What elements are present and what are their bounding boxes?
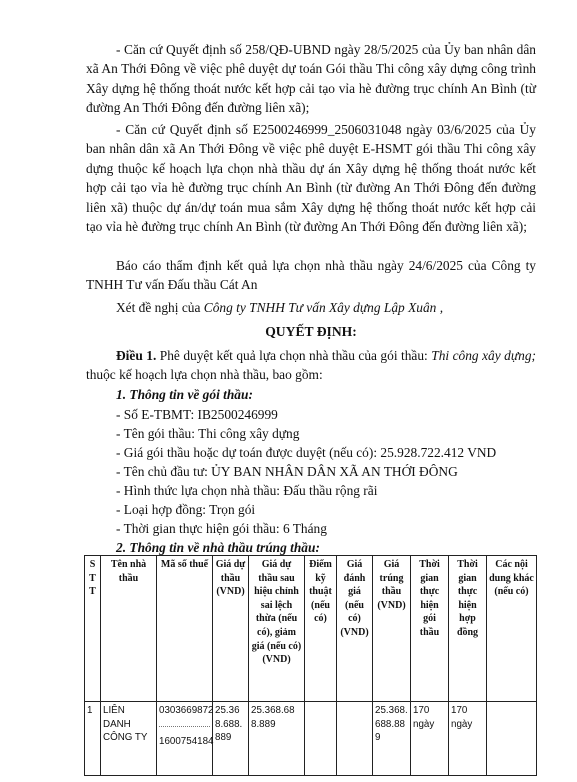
col-header-evaluated-price: Giá đánh giá (nếu có) (VND) xyxy=(337,556,373,702)
article-1-package: Thi công xây dựng; xyxy=(431,348,536,363)
col-header-package-time: Thời gian thực hiện gói thầu xyxy=(411,556,449,702)
decision-title: QUYẾT ĐỊNH: xyxy=(265,324,357,339)
col-header-adjusted-price: Giá dự thầu sau hiệu chỉnh sai lệch thừa (nếu có), giảm giá (nếu có) (VND) xyxy=(249,556,305,702)
proposal-company: Công ty TNHH Tư vấn Xây dựng Lập Xuân , xyxy=(203,300,444,315)
tax-code-1: 0303669872 xyxy=(159,705,214,716)
col-header-contract-time: Thời gian thực hiện hợp đồng xyxy=(449,556,487,702)
contract-type: - Loại hợp đồng: Trọn gói xyxy=(116,502,256,517)
tax-code-divider xyxy=(159,726,210,727)
article-1-text-b: thuộc kế hoạch lựa chọn nhà thầu, bao gồm: xyxy=(86,367,323,383)
cell-technical-score xyxy=(305,702,337,776)
table-header-row xyxy=(85,556,537,702)
package-price: - Giá gói thầu hoặc dự toán được duyệt (nếu có): 25.928.722.412 VND xyxy=(116,445,497,460)
cell-award-price: 25.368.688.889 xyxy=(373,702,411,776)
investor-name: - Tên chủ đầu tư: ỦY BAN NHÂN DÂN XÃ AN THỚI ĐÔNG xyxy=(116,464,458,479)
bid-notice-number: - Số E-TBMT: IB2500246999 xyxy=(116,407,278,422)
proposal-prefix: Xét đề nghị của xyxy=(116,300,204,315)
article-1 xyxy=(86,346,536,385)
appraisal-paragraph: Báo cáo thẩm định kết quả lựa chọn nhà thầu ngày 24/6/2025 của Công ty TNHH Tư vấn Đấu thầu Cát An xyxy=(86,258,536,293)
cell-contract-time: 170 ngày xyxy=(449,702,487,776)
cell-other xyxy=(487,702,537,776)
winning-bidder-table xyxy=(84,555,537,776)
package-name: - Tên gói thầu: Thi công xây dựng xyxy=(116,426,300,441)
cell-bidder-name: LIÊN DANH CÔNG TY xyxy=(101,702,157,776)
cell-bid-price: 25.368.688.889 xyxy=(213,702,249,776)
article-1-text-a: Phê duyệt kết quả lựa chọn nhà thầu của gói thầu: xyxy=(156,348,432,363)
cell-stt: 1 xyxy=(85,702,101,776)
basis-paragraph-2: - Căn cứ Quyết định số E2500246999_2506031048 ngày 03/6/2025 của Ủy ban nhân dân xã An Thới Đông về việc phê duyệt E-HSMT gói thầu Thi công xây dựng thuộc kế hoạch lựa chọn nhà thầu dự án Xây dựng hệ thống thoát nước kết hợp cải tạo vỉa hè đường trục chính An Bình (từ đường An Thới Đông đến đường liên xã) thuộc dự án/dự toán mua sắm Xây dựng hệ thống thoát nước kết hợp cải tạo vỉa hè đường trục chính An Bình (từ đường An Thới Đông đến đường liên xã); xyxy=(86,122,536,235)
table-row xyxy=(85,702,537,776)
cell-tax-codes xyxy=(157,702,213,776)
selection-method: - Hình thức lựa chọn nhà thầu: Đấu thầu rộng rãi xyxy=(116,483,378,498)
cell-evaluated-price xyxy=(337,702,373,776)
col-header-award-price: Giá trúng thầu (VND) xyxy=(373,556,411,702)
col-header-stt: S T T xyxy=(85,556,101,702)
article-1-label: Điều 1. xyxy=(116,348,157,363)
section-2-heading: 2. Thông tin về nhà thầu trúng thầu: xyxy=(116,540,320,555)
col-header-technical-score: Điểm kỹ thuật (nếu có) xyxy=(305,556,337,702)
section-1-heading: 1. Thông tin về gói thầu: xyxy=(116,387,253,402)
tax-code-2: 1600754184 xyxy=(159,735,214,747)
col-header-bidder-name: Tên nhà thầu xyxy=(101,556,157,702)
col-header-other: Các nội dung khác (nếu có) xyxy=(487,556,537,702)
package-duration: - Thời gian thực hiện gói thầu: 6 Tháng xyxy=(116,521,327,536)
cell-package-time: 170 ngày xyxy=(411,702,449,776)
col-header-bid-price: Giá dự thầu (VND) xyxy=(213,556,249,702)
col-header-tax-code: Mã số thuế xyxy=(157,556,213,702)
cell-adjusted-price: 25.368.688.889 xyxy=(249,702,305,776)
basis-paragraph-1: - Căn cứ Quyết định số 258/QĐ-UBND ngày 28/5/2025 của Ủy ban nhân dân xã An Thới Đông về việc phê duyệt dự toán Gói thầu Thi công xây dựng công trình Xây dựng hệ thống thoát nước kết hợp cải tạo vỉa hè đường trục chính An Bình (từ đường An Thới Đông đến đường liên xã); xyxy=(86,42,536,116)
proposal-paragraph xyxy=(86,298,536,317)
